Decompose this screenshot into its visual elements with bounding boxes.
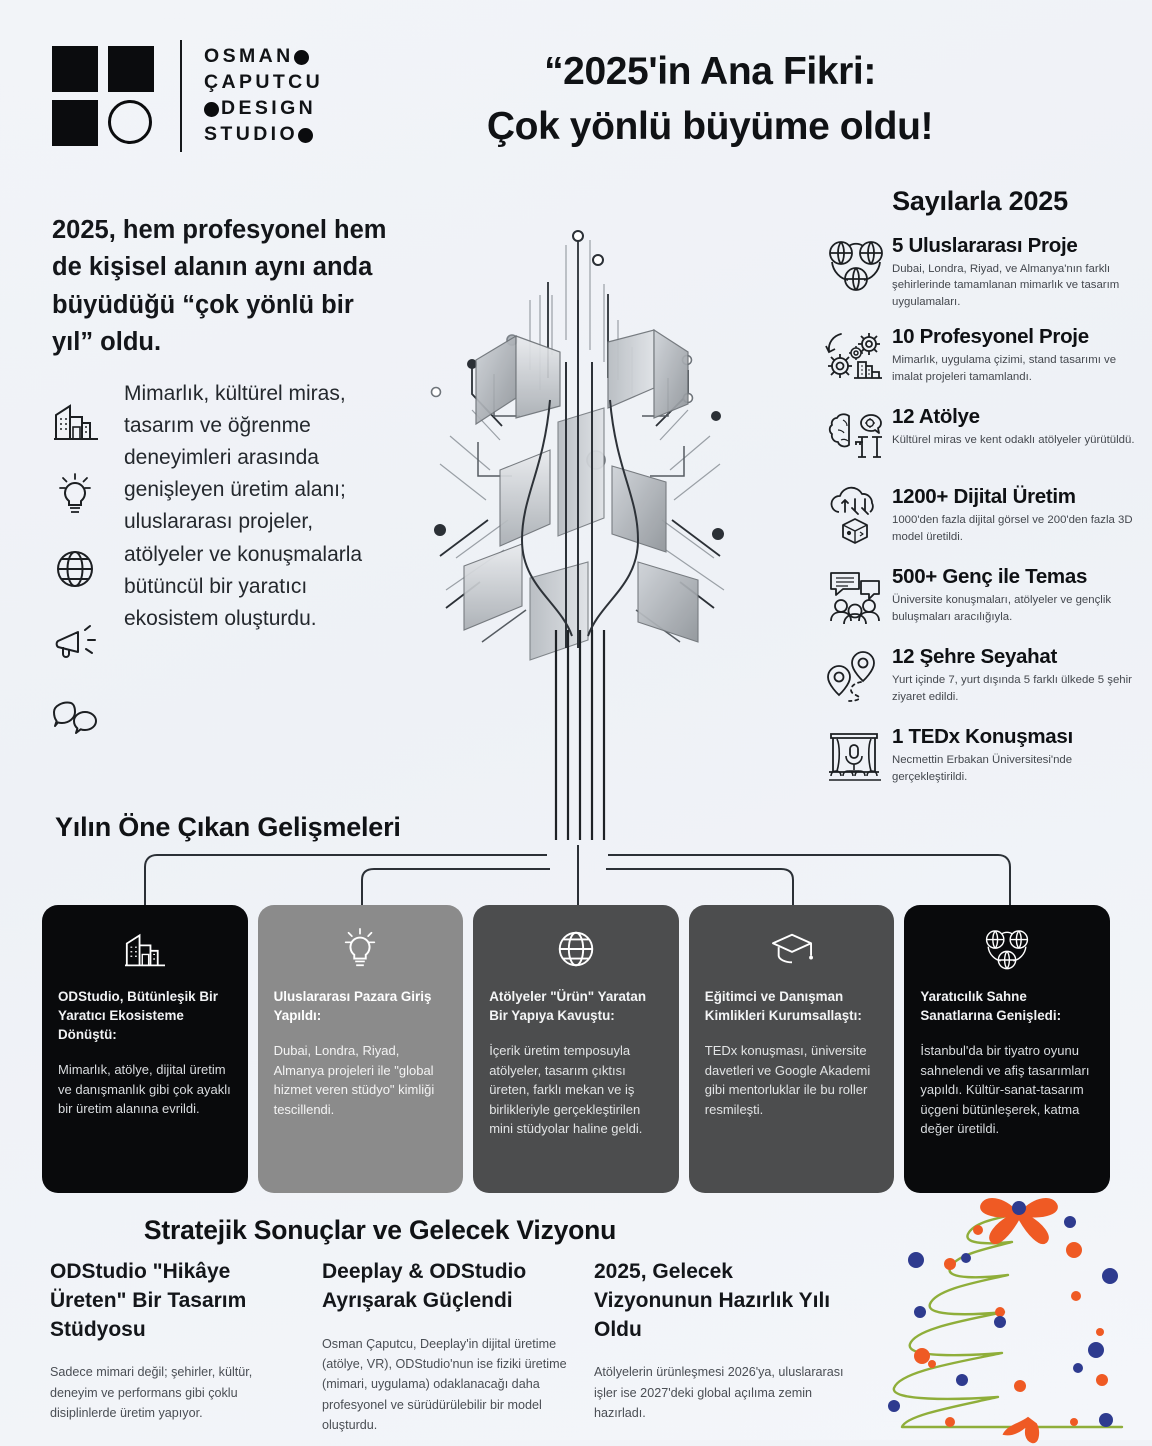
card-text: TEDx konuşması, üniversite davetleri ve Google Akademi gibi mentorluklar ile bu roller resmileşti. (704, 1043, 871, 1117)
logo-wordmark (204, 44, 323, 148)
stat-number: 12 Atölye (892, 405, 980, 429)
stat-description: Dubai, Londra, Riyad, ve Almanya'nın farklı şehirlerinde tamamlanan mimarlık ve tasarım uygulamaları. (892, 263, 1120, 308)
intro-column (52, 212, 392, 635)
building-icon (52, 384, 112, 458)
circuit-tree-illustration (380, 190, 780, 840)
stat-number: 1 TEDx Konuşması (892, 725, 1073, 749)
stat-description: Mimarlık, uygulama çizimi, stand tasarımı ve imalat projeleri tamamlandı. (892, 354, 1117, 383)
intro-lead: 2025, hem profesyonel hem de kişisel alanın aynı anda büyüdüğü “çok yönlü bir yıl” oldu. (52, 216, 387, 357)
intro-body-text: Mimarlık, kültürel miras, tasarım ve öğrenme deneyimleri arasında genişleyen üretim alanı; uluslararası projeler, atölyeler ve konuşmalarla bütüncül bir yaratıcı ekosistem oluşturdu. (124, 381, 363, 630)
stats-title: Sayılarla 2025 (892, 186, 1068, 216)
graduation-cap-icon (705, 921, 879, 977)
logo-text-studio: STUDIO (204, 123, 299, 146)
stats-column (820, 186, 1140, 802)
highlight-cards (42, 905, 1110, 1193)
stat-body (892, 231, 1140, 310)
highlight-card[interactable] (42, 905, 248, 1193)
stat-description: Üniversite konuşmaları, atölyeler ve gençlik buluşmaları aracılığıyla. (892, 594, 1112, 623)
logo-square-2 (108, 46, 154, 92)
stat-item (820, 482, 1140, 550)
stat-body (892, 642, 1140, 705)
title-line-2: Çok yönlü büyüme oldu! (486, 105, 934, 149)
stat-description: Kültürel miras ve kent odaklı atölyeler yürütüldü. (892, 434, 1135, 447)
speech-bubbles-icon (52, 680, 112, 754)
strategy-text: Atölyelerin ürünleşmesi 2026'ya, uluslararası işler ise 2027'deki global açılıma zemin hazırladı. (594, 1365, 844, 1421)
brand-logo (52, 40, 323, 152)
logo-divider (180, 40, 182, 152)
stat-number: 1200+ Dijital Üretim (892, 485, 1076, 509)
header (0, 0, 1152, 180)
brain-tools-icon (820, 402, 892, 470)
highlight-card[interactable] (473, 905, 679, 1193)
lightbulb-icon (274, 921, 448, 977)
stat-item (820, 322, 1140, 390)
stat-number: 5 Uluslararası Proje (892, 234, 1078, 257)
globe-icon (52, 532, 112, 606)
card-heading: Uluslararası Pazara Giriş Yapıldı: (273, 989, 432, 1024)
globe-network-icon (920, 921, 1094, 977)
strategy-column (322, 1258, 572, 1435)
logo-line-design (204, 96, 323, 122)
stat-body (892, 482, 1140, 545)
highlight-card[interactable] (904, 905, 1110, 1193)
logo-square-3 (52, 100, 98, 146)
map-pins-route-icon (820, 642, 892, 710)
card-heading: ODStudio, Bütünleşik Bir Yaratıcı Ekosisteme Dönüştü: (58, 989, 218, 1043)
card-heading: Eğitimci ve Danışman Kimlikleri Kurumsallaştı: (704, 989, 862, 1024)
zigzag-christmas-tree (878, 1178, 1152, 1446)
strategy-heading: ODStudio "Hikâye Üreten" Bir Tasarım Stüdyosu (50, 1260, 247, 1341)
strategy-heading: Deeplay & ODStudio Ayrışarak Güçlendi (322, 1260, 527, 1312)
stat-number: 10 Profesyonel Proje (892, 325, 1089, 349)
strategy-heading: 2025, Gelecek Vizyonunun Hazırlık Yılı Oldu (594, 1260, 831, 1341)
highlights-title: Yılın Öne Çıkan Gelişmeleri (55, 812, 401, 842)
logo-square-1 (52, 46, 98, 92)
strategy-column (50, 1258, 300, 1435)
stat-description: Necmettin Erbakan Üniversitesi'nde gerçekleştirildi. (892, 754, 1073, 783)
logo-line-caputcu (204, 70, 323, 96)
intro-icon-strip (52, 384, 112, 754)
logo-mark (52, 46, 156, 146)
cloud-cube-icon (820, 482, 892, 550)
strategy-text: Osman Çaputcu, Deeplay'in dijital üretime (atölye, VR), ODStudio'nun ise fiziki üretime (mimari, uygulama) odaklanacağı daha profesyonel ve sürüdürülebilir bir model oluşturdu. (322, 1336, 567, 1433)
card-text: Dubai, Londra, Riyad, Almanya projeleri ile "global hizmet veren stüdyo" kimliği tescillendi. (273, 1043, 435, 1117)
card-text: İstanbul'da bir tiyatro oyunu sahnelendi ve afiş tasarımları yapıldı. Kültür-sanat-tasarım üçgeni bütünleşerek, katma değer üretildi. (920, 1043, 1090, 1137)
intro-body-block (52, 378, 392, 635)
globe-network-icon (820, 231, 892, 299)
highlight-card[interactable] (258, 905, 464, 1193)
card-heading: Yaratıcılık Sahne Sanatlarına Genişledi: (920, 989, 1062, 1024)
logo-dot-1 (294, 50, 309, 65)
logo-text-caputcu: ÇAPUTCU (204, 71, 324, 94)
gears-factory-icon (820, 322, 892, 390)
stat-item (820, 642, 1140, 710)
chat-people-icon (820, 562, 892, 630)
stat-item (820, 231, 1140, 310)
logo-dot-3 (298, 128, 313, 143)
strategy-text: Sadece mimari değil; şehirler, kültür, deneyim ve performans gibi çoklu disiplinlerde üretim yapıyor. (50, 1365, 253, 1421)
card-text: İçerik üretim temposuyla atölyeler, tasarım çıktısı üreten, farklı mekan ve iş birlikleriyle gerçekleştirilen mini stüdyolar haline geldi. (489, 1043, 643, 1137)
megaphone-icon (52, 606, 112, 680)
highlight-card[interactable] (689, 905, 895, 1193)
logo-circle (108, 100, 152, 144)
stat-item (820, 562, 1140, 630)
title-line-1: “2025'in Ana Fikri: (544, 50, 876, 93)
card-heading: Atölyeler "Ürün" Yaratan Bir Yapıya Kavuştu: (489, 989, 647, 1024)
stat-description: 1000'den fazla dijital görsel ve 200'den fazla 3D model üretildi. (892, 514, 1133, 543)
stat-body (892, 322, 1140, 385)
stat-item (820, 402, 1140, 470)
logo-line-studio (204, 122, 323, 148)
stat-number: 12 Şehre Seyahat (892, 645, 1057, 669)
stage-microphone-icon (820, 722, 892, 790)
strategy-column (594, 1258, 844, 1435)
stat-number: 500+ Genç ile Temas (892, 565, 1088, 589)
page-title (400, 44, 1020, 155)
logo-line-osman (204, 44, 323, 70)
stat-body (892, 562, 1140, 625)
card-text: Mimarlık, atölye, dijital üretim ve danışmanlık gibi çok ayaklı bir üretim alanına evrildi. (58, 1062, 231, 1117)
strategy-columns (50, 1258, 860, 1435)
lightbulb-icon (52, 458, 112, 532)
stat-item (820, 722, 1140, 790)
globe-icon (489, 921, 663, 977)
strategy-title: Stratejik Sonuçlar ve Gelecek Vizyonu (143, 1215, 617, 1245)
logo-dot-2 (204, 102, 219, 117)
stat-description: Yurt içinde 7, yurt dışında 5 farklı ülkede 5 şehir ziyaret edildi. (892, 674, 1132, 703)
logo-text-osman: OSMAN (204, 45, 294, 68)
stat-body (892, 402, 1140, 448)
building-icon (58, 921, 232, 977)
stat-body (892, 722, 1140, 785)
logo-text-design: DESIGN (221, 97, 317, 120)
